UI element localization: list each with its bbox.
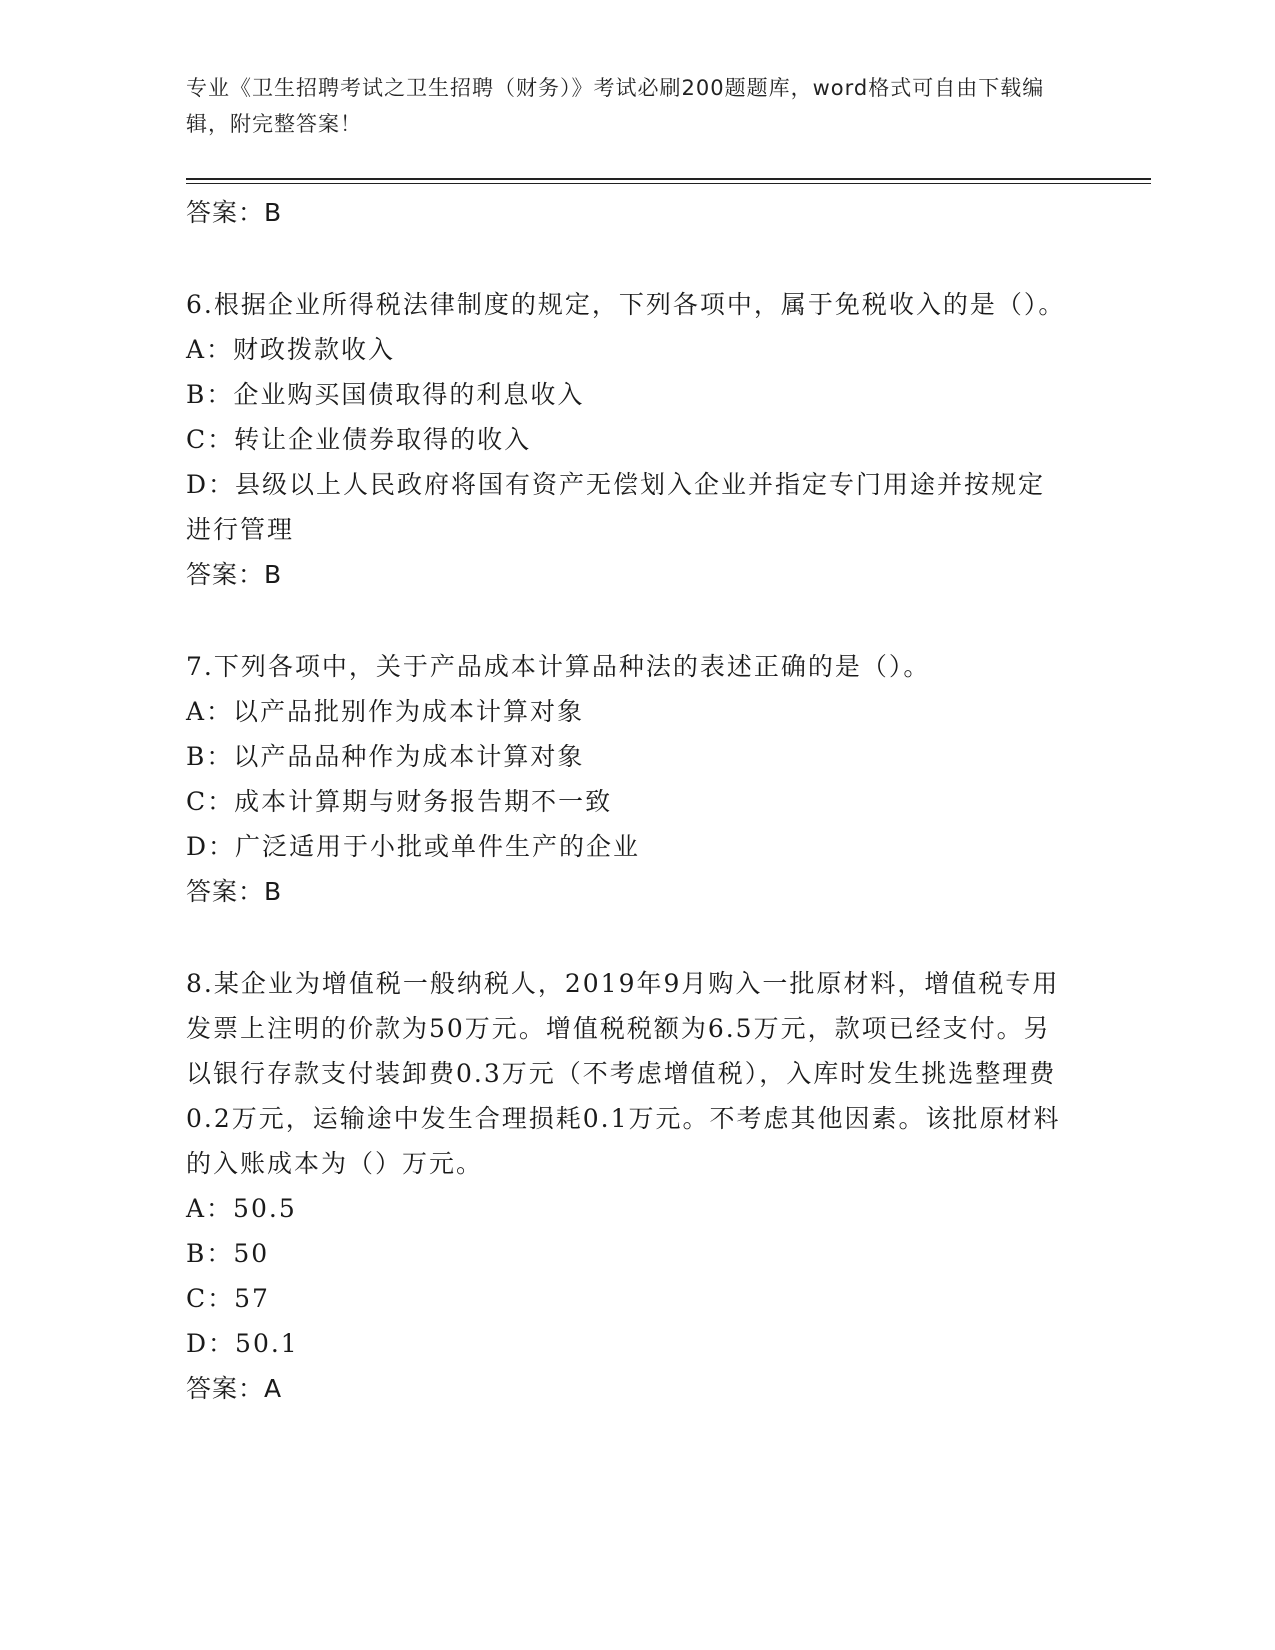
question-stem: 7.下列各项中，关于产品成本计算品种法的表述正确的是（）。 (186, 652, 931, 681)
answer-text: 答案：B (186, 560, 283, 589)
option-a: A：50.5 (186, 1194, 297, 1223)
answer-text: 答案：B (186, 877, 283, 906)
spacer (186, 597, 1066, 644)
question-stem: 8.某企业为增值税一般纳税人，2019年9月购入一批原材料，增值税专用发票上注明的价款为50万元。增值税税额为6.5万元，款项已经支付。另以银行存款支付装卸费0.3万元（不考虑增值税），入库时发生挑选整理费0.2万元，运输途中发生合理损耗0.1万元。不考虑其他因素。该批原材料的入账成本为（）万元。 (186, 969, 1061, 1178)
question-stem: 6.根据企业所得税法律制度的规定，下列各项中，属于免税收入的是（）。 (186, 290, 1066, 319)
question-block-7 (186, 644, 1066, 914)
option-c: C：成本计算期与财务报告期不一致 (186, 787, 613, 816)
option-b: B：50 (186, 1239, 270, 1268)
spacer (186, 235, 1066, 282)
option-d: D：县级以上人民政府将国有资产无偿划入企业并指定专门用途并按规定进行管理 (186, 470, 1046, 544)
option-d: D：50.1 (186, 1329, 299, 1358)
option-c: C：57 (186, 1284, 270, 1313)
option-a: A：以产品批别作为成本计算对象 (186, 697, 585, 726)
question-block-8 (186, 961, 1066, 1411)
option-b: B：以产品品种作为成本计算对象 (186, 742, 585, 771)
header-divider-thin (186, 183, 1151, 184)
option-a: A：财政拨款收入 (186, 335, 396, 364)
header-divider (186, 178, 1151, 180)
answer-text: 答案：A (186, 1374, 283, 1403)
question-content (186, 185, 1066, 1411)
answer-text: 答案：B (186, 198, 283, 227)
option-c: C：转让企业债券取得的收入 (186, 425, 532, 454)
spacer (186, 914, 1066, 961)
question-block-6 (186, 282, 1066, 597)
page-header: 专业《卫生招聘考试之卫生招聘（财务）》考试必刷200题题库，word格式可自由下载编辑，附完整答案！ (186, 76, 1045, 136)
option-d: D：广泛适用于小批或单件生产的企业 (186, 832, 641, 861)
option-b: B：企业购买国债取得的利息收入 (186, 380, 585, 409)
